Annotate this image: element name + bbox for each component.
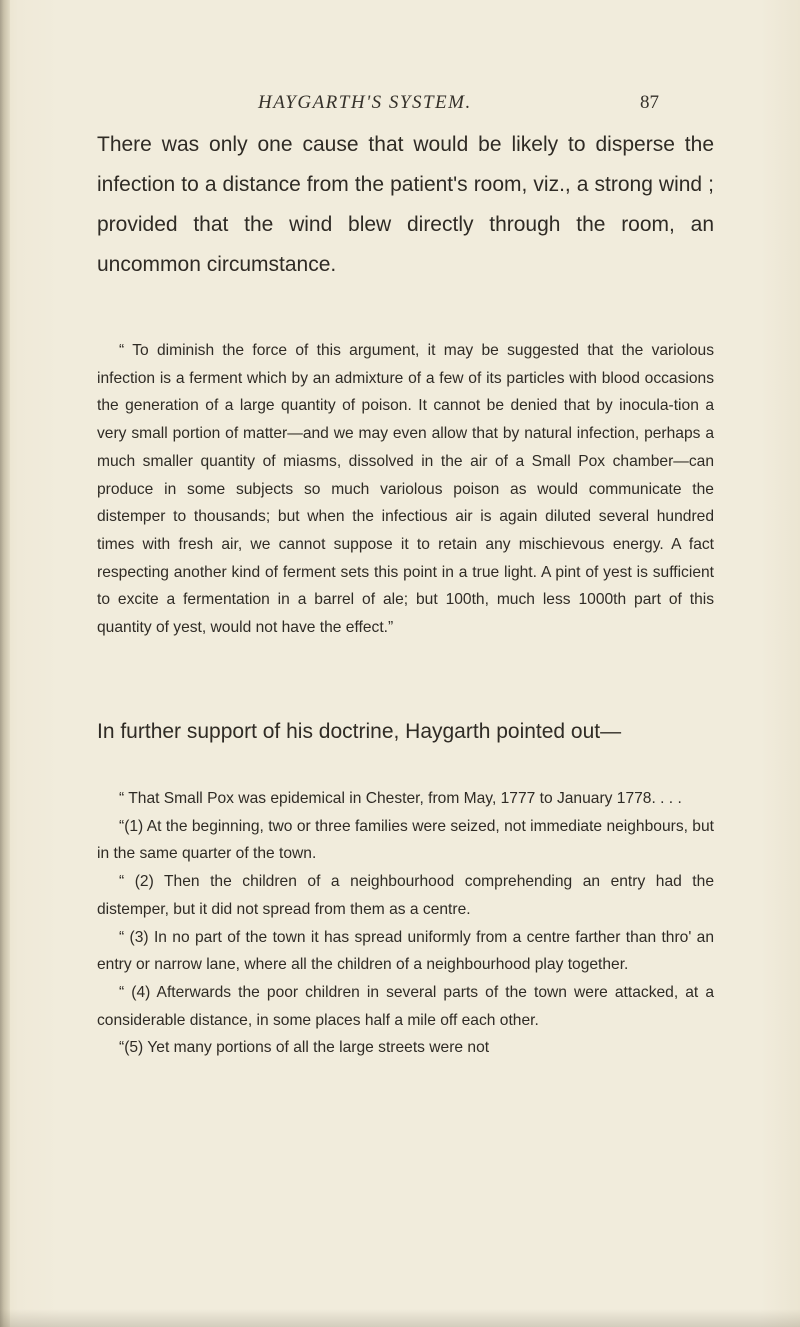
point-5: “(5) Yet many portions of all the large streets were not [119, 1039, 490, 1057]
argument-quote: “ To diminish the force of this argument, it may be suggested that the variolous infection is a ferment which by an admixture of a few of its particles with blood occasions the generation of a large quantity of poison. It cannot be denied that by inocula-tion a very small portion of matter—and we may even allow that by natural infection, perhaps a much smaller quantity of miasms, dissolved in the air of a Small Pox chamber—can produce in some subjects so much variolous poison as would communicate the distemper to thousands; but when the infectious air is again diluted several hundred times with fresh air, we cannot suppose it to retain any mischievous energy. A fact respecting another kind of ferment sets this point in a true light. A pint of yest is sufficient to excite a fermentation in a barrel of ale; but 100th, much less 1000th part of this quantity of yest, would not have the effect.” [97, 342, 714, 637]
page-gutter-shadow [0, 0, 10, 1327]
point-2: “ (2) Then the children of a neighbourhood comprehending an entry had the distemper, but it did not spread from them as a centre. [97, 873, 714, 918]
intro-paragraph: There was only one cause that would be likely to disperse the infection to a distance from the patient's room, viz., a strong wind ; provided that the wind blew directly through the room, an uncommon circumstance. [97, 133, 714, 276]
page-number: 87 [640, 92, 659, 113]
running-head-title: HAYGARTH'S SYSTEM. [258, 92, 472, 113]
point-3: “ (3) In no part of the town it has spread uniformly from a centre farther than thro' an entry or narrow lane, where all the children of a neighbourhood play together. [97, 928, 714, 974]
point-1: “(1) At the beginning, two or three families were seized, not immediate neighbours, but in the same quarter of the town. [97, 817, 714, 863]
support-paragraph-block [97, 712, 714, 752]
epidemic-quote-block [97, 785, 714, 1062]
page-bottom-shadow [0, 1309, 800, 1327]
argument-quote-block [97, 337, 714, 642]
epidemic-quote: “ That Small Pox was epidemical in Chester, from May, 1777 to January 1778. . . . [119, 790, 682, 807]
intro-paragraph-block [97, 125, 714, 285]
point-4: “ (4) Afterwards the poor children in several parts of the town were attacked, at a considerable distance, in some places half a mile off each other. [97, 983, 714, 1029]
support-paragraph: In further support of his doctrine, Haygarth pointed out— [97, 720, 622, 743]
